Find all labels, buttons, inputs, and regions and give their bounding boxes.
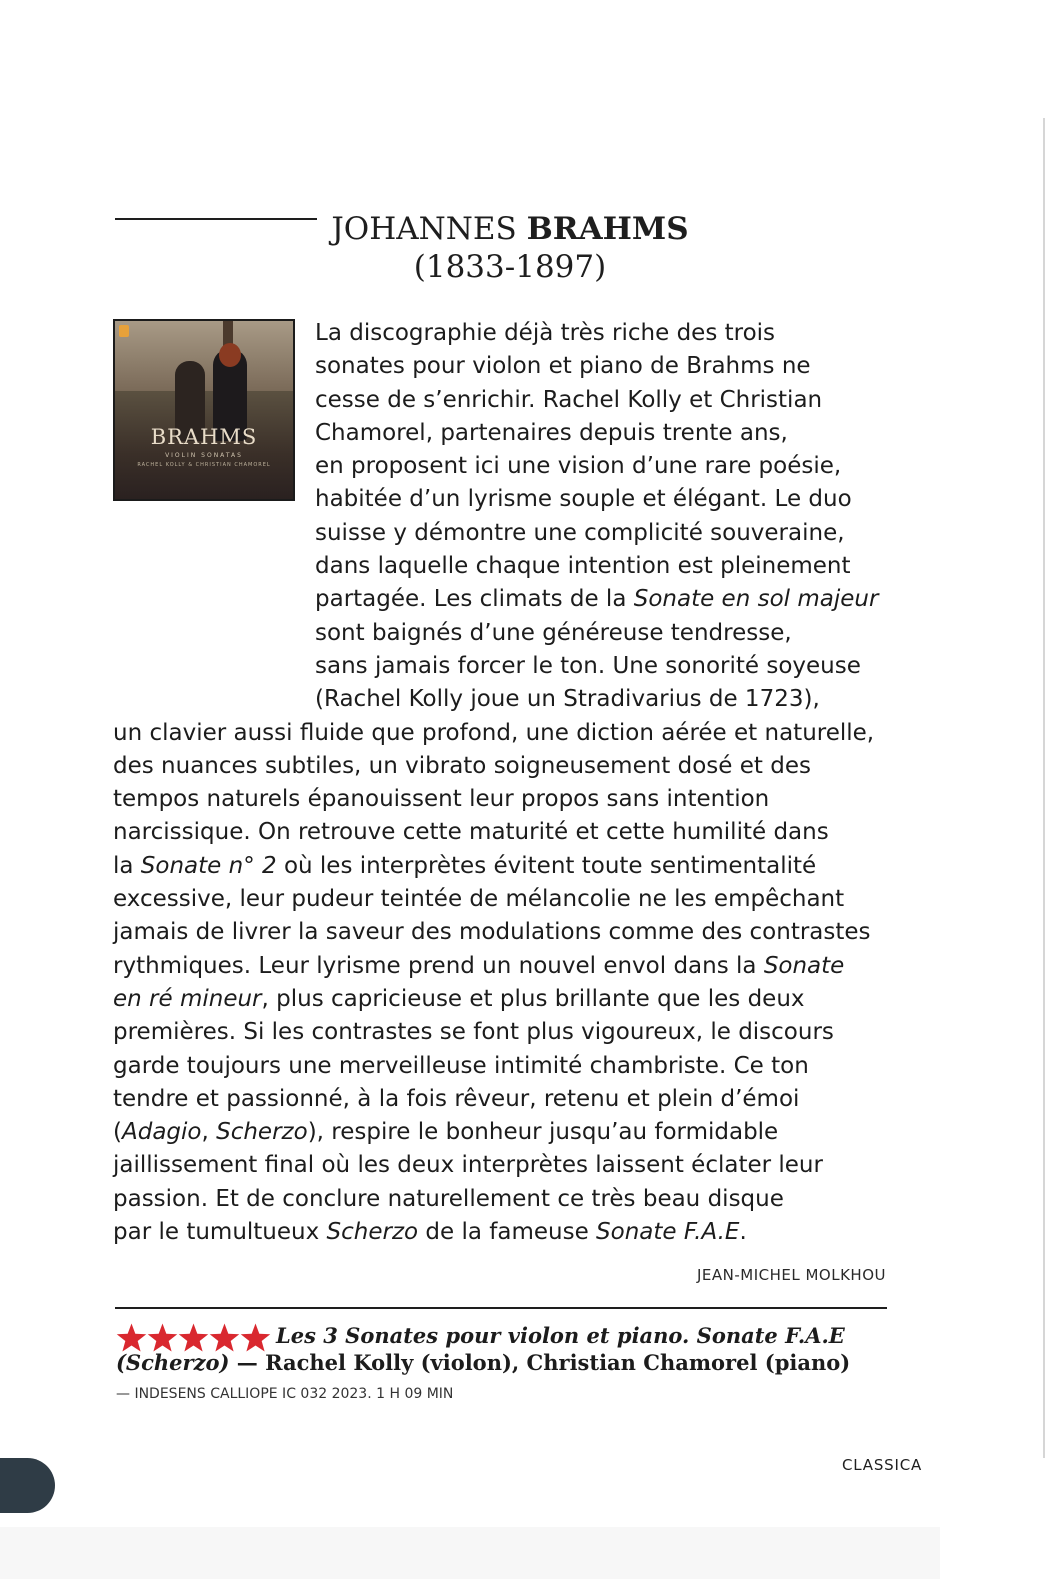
- review-line: [113, 583, 913, 616]
- magazine-name: CLASSICA: [842, 1456, 923, 1474]
- review-line: [113, 1083, 913, 1116]
- review-text: en proposent ici une vision d’une rare poésie,: [315, 453, 842, 480]
- review-text: un clavier aussi fluide que profond, une diction aérée et naturelle,: [113, 719, 875, 746]
- review-italic-text: Adagio: [121, 1119, 202, 1146]
- review-text: passion. Et de conclure naturellement ce très beau disque: [113, 1185, 784, 1212]
- review-text: tempos naturels épanouissent leur propos sans intention: [113, 786, 770, 813]
- review-line: [113, 483, 913, 516]
- review-line: [113, 816, 913, 849]
- review-line: [113, 317, 913, 350]
- review-text: dans laquelle chaque intention est pleinement: [315, 553, 851, 580]
- label-info: — INDESENS CALLIOPE IC 032 2023. 1 H 09 MIN: [116, 1386, 454, 1402]
- review-text: Chamorel, partenaires depuis trente ans,: [315, 419, 788, 446]
- review-italic-text: Scherzo: [326, 1219, 419, 1246]
- review-text: garde toujours une merveilleuse intimité chambriste. Ce ton: [113, 1052, 809, 1079]
- cover-artists: RACHEL KOLLY & CHRISTIAN CHAMOREL: [137, 462, 271, 468]
- cover-title: BRAHMS: [150, 425, 258, 449]
- review-italic-text: Sonate n° 2: [140, 852, 277, 879]
- review-text: (: [113, 1119, 122, 1146]
- review-italic-text: Sonate F.A.E: [596, 1219, 740, 1246]
- work-title: Les 3 Sonates pour violon et piano. Sonate F.A.E: [276, 1323, 845, 1348]
- page-folio-tab: [0, 1458, 55, 1513]
- performers: — Rachel Kolly (violon), Christian Chamorel (piano): [229, 1350, 851, 1375]
- review-line: [113, 517, 913, 550]
- review-text: premières. Si les contrastes se font plus vigoureux, le discours: [113, 1019, 834, 1046]
- review-text: sonates pour violon et piano de Brahms ne: [315, 353, 811, 380]
- review-line: [113, 1116, 913, 1149]
- review-line: [113, 983, 913, 1016]
- composer-heading: [320, 210, 700, 286]
- review-line: [113, 550, 913, 583]
- review-line: [113, 350, 913, 383]
- review-text: par le tumultueux: [113, 1219, 327, 1246]
- recording-reference: [116, 1322, 906, 1376]
- review-body: [113, 317, 913, 1249]
- review-text: partagée. Les climats de la: [315, 586, 634, 613]
- page-edge-rule: [1043, 118, 1045, 1458]
- review-line: [113, 384, 913, 417]
- review-text: sans jamais forcer le ton. Une sonorité soyeuse: [315, 652, 861, 679]
- review-text: suisse y démontre une complicité souveraine,: [315, 519, 845, 546]
- review-line: [113, 417, 913, 450]
- review-italic-text: Sonate: [763, 952, 845, 979]
- review-line: [113, 650, 913, 683]
- review-line: [113, 717, 913, 750]
- review-text: rythmiques. Leur lyrisme prend un nouvel envol dans la: [113, 952, 764, 979]
- review-italic-text: en ré mineur: [113, 985, 262, 1012]
- review-text: cesse de s’enrichir. Rachel Kolly et Christian: [315, 386, 823, 413]
- review-text: habitée d’un lyrisme souple et élégant. Le duo: [315, 486, 852, 513]
- review-text: jamais de livrer la saveur des modulations comme des contrastes: [113, 919, 871, 946]
- review-text: sont baignés d’une généreuse tendresse,: [315, 619, 792, 646]
- review-text: ,: [201, 1119, 217, 1146]
- review-line: [113, 783, 913, 816]
- review-line: [113, 950, 913, 983]
- review-author: JEAN-MICHEL MOLKHOU: [696, 1266, 886, 1284]
- review-line: [113, 883, 913, 916]
- review-text: , plus capricieuse et plus brillante que les deux: [261, 985, 805, 1012]
- review-line: [113, 1149, 913, 1182]
- review-text: .: [739, 1219, 747, 1246]
- review-italic-text: Scherzo: [216, 1119, 308, 1146]
- review-line: [113, 850, 913, 883]
- reference-rule: [115, 1307, 887, 1309]
- review-text: des nuances subtiles, un vibrato soigneusement dosé et des: [113, 752, 811, 779]
- review-line: [113, 1183, 913, 1216]
- review-text: (Rachel Kolly joue un Stradivarius de 1723),: [315, 686, 820, 713]
- review-text: ), respire le bonheur jusqu’au formidable: [307, 1119, 779, 1146]
- review-italic-text: Sonate en sol majeur: [633, 586, 879, 613]
- composer-last-name: BRAHMS: [526, 211, 689, 247]
- composer-first-name: JOHANNES: [331, 211, 517, 247]
- composer-dates: (1833-1897): [413, 249, 607, 285]
- review-line: [113, 750, 913, 783]
- review-text: jaillissement final où les deux interprètes laissent éclater leur: [113, 1152, 823, 1179]
- page-bottom-shade: [0, 1527, 940, 1579]
- review-line: [113, 916, 913, 949]
- review-text: où les interprètes évitent toute sentimentalité: [276, 852, 817, 879]
- review-line: [113, 1050, 913, 1083]
- review-line: [113, 1016, 913, 1049]
- cover-subtitle: VIOLIN SONATAS: [165, 452, 243, 459]
- heading-rule: [115, 218, 317, 220]
- review-text: la: [113, 852, 141, 879]
- review-line: [113, 1216, 913, 1249]
- review-line: [113, 617, 913, 650]
- review-text: narcissique. On retrouve cette maturité et cette humilité dans: [113, 819, 829, 846]
- review-line: [113, 450, 913, 483]
- composer-name-line: [320, 210, 700, 248]
- review-text: de la fameuse: [418, 1219, 597, 1246]
- review-text: La discographie déjà très riche des trois: [315, 320, 776, 346]
- review-text: tendre et passionné, à la fois rêveur, retenu et plein d’émoi: [113, 1085, 800, 1112]
- review-line: [113, 683, 913, 716]
- work-subtitle: (Scherzo): [116, 1350, 230, 1375]
- review-text: excessive, leur pudeur teintée de mélancolie ne les empêchant: [113, 886, 845, 913]
